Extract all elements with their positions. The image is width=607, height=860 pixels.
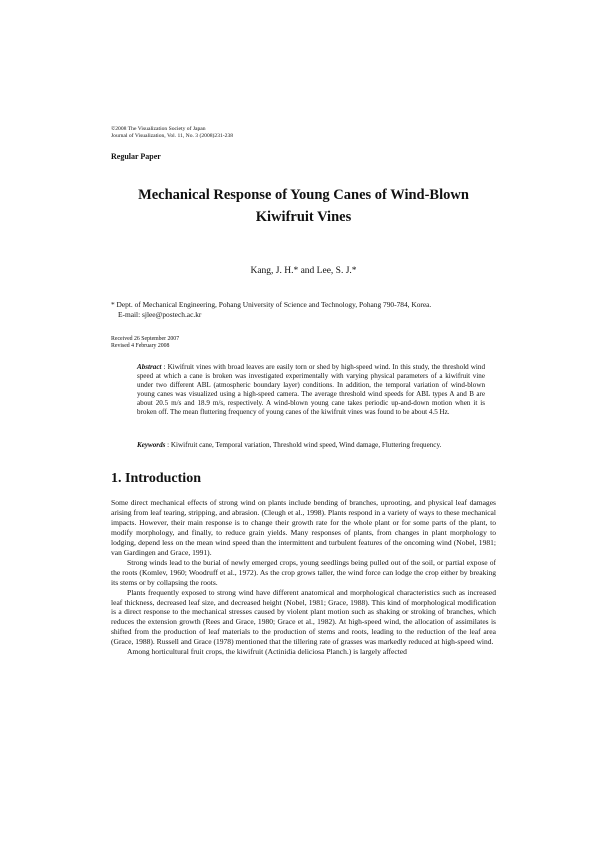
affiliation-email: E-mail: sjlee@postech.ac.kr <box>118 309 202 319</box>
keywords <box>137 441 485 450</box>
body-paragraph: Some direct mechanical effects of strong wind on plants include bending of branches, uprooting, and physical leaf damages arising from leaf tearing, stripping, and abrasion. (Cleugh et al., 1998). Plants respond in a variety of ways to these mechanical impacts. However, their main response is to change their growth rate for the whole plant or for some parts of the plant, to modify morphology, and finally, to reduce grain yields. Many responses of plants, from changes in plant morphology to lodging, depend less on the mean wind speed than the intermittent and turbulent features of the oncoming wind (Nobel, 1981; van Gardingen and Grace, 1991). <box>111 498 496 557</box>
paper-type: Regular Paper <box>111 152 161 161</box>
authors: Kang, J. H.* and Lee, S. J.* <box>250 266 357 276</box>
journal-info <box>111 126 233 140</box>
abstract-text: : Kiwifruit vines with broad leaves are easily torn or shed by high-speed wind. In this study, the threshold wind speed at which a cane is broken was investigated experimentally with varying physical parameters of a kiwifruit vine under two different ABL (atmospheric boundary layer) conditions. In addition, the temporal variation of wind-blown young canes was visualized using a high-speed camera. The average threshold wind speeds for ABL types A and B are about 20.5 m/s and 18.9 m/s, respectively. A wind-blown young cane takes periodic up-and-down motion when it is broken off. The mean fluttering frequency of young canes of the kiwifruit vines was found to be about 4.5 Hz. <box>137 363 485 416</box>
copyright-line: ©2008 The Visualization Society of Japan <box>111 126 206 132</box>
section-heading: 1. Introduction <box>111 471 201 486</box>
received-dates <box>111 336 179 351</box>
section-body <box>111 498 496 657</box>
received-date: Received 26 September 2007 <box>111 336 180 342</box>
affiliation <box>111 300 501 319</box>
title-line-2: Kiwifruit Vines <box>255 209 352 225</box>
body-paragraph: Strong winds lead to the burial of newly emerged crops, young seedlings being pulled out of the soil, or partial expose of the roots (Komlev, 1960; Woodruff et al., 1972). As the crop grows taller, the wind force can lodge the crop either by breaking its stems or by collapsing the roots. <box>111 557 496 587</box>
title-line-1: Mechanical Response of Young Canes of Wind-Blown <box>138 187 469 203</box>
abstract <box>137 363 485 416</box>
keywords-label: Keywords <box>137 441 166 449</box>
journal-citation: Journal of Visualization, Vol. 11, No. 3 (2008)231-238 <box>111 133 234 140</box>
keywords-text: : Kiwifruit cane, Temporal variation, Threshold wind speed, Wind damage, Fluttering frequency. <box>165 441 442 449</box>
abstract-label: Abstract <box>137 363 162 371</box>
affiliation-address: * Dept. of Mechanical Engineering, Pohang University of Science and Technology, Pohang 790-784, Korea. <box>111 300 432 309</box>
paper-title <box>100 184 507 228</box>
body-paragraph: Plants frequently exposed to strong wind have different anatomical and morphological characteristics such as increased leaf thickness, decreased leaf size, and decreased height (Nobel, 1981; Grace, 1988). This kind of morphological modification is a direct response to the mechanical stresses caused by violent plant motion such as shaking or stroking of branches, which reduces the extension growth (Rees and Grace, 1980; Grace et al., 1982). At high-speed wind, the allocation of assimilates is shifted from the production of leaf materials to the production of stems and roots, leading to the reduction of the leaf area (Grace, 1988). Russell and Grace (1978) mentioned that the tillering rate of grasses was markedly reduced at high-speed wind. <box>111 587 496 647</box>
revised-date: Revised 4 February 2008 <box>111 343 170 350</box>
body-paragraph: Among horticultural fruit crops, the kiwifruit (Actinidia deliciosa Planch.) is largely affected <box>127 647 407 657</box>
